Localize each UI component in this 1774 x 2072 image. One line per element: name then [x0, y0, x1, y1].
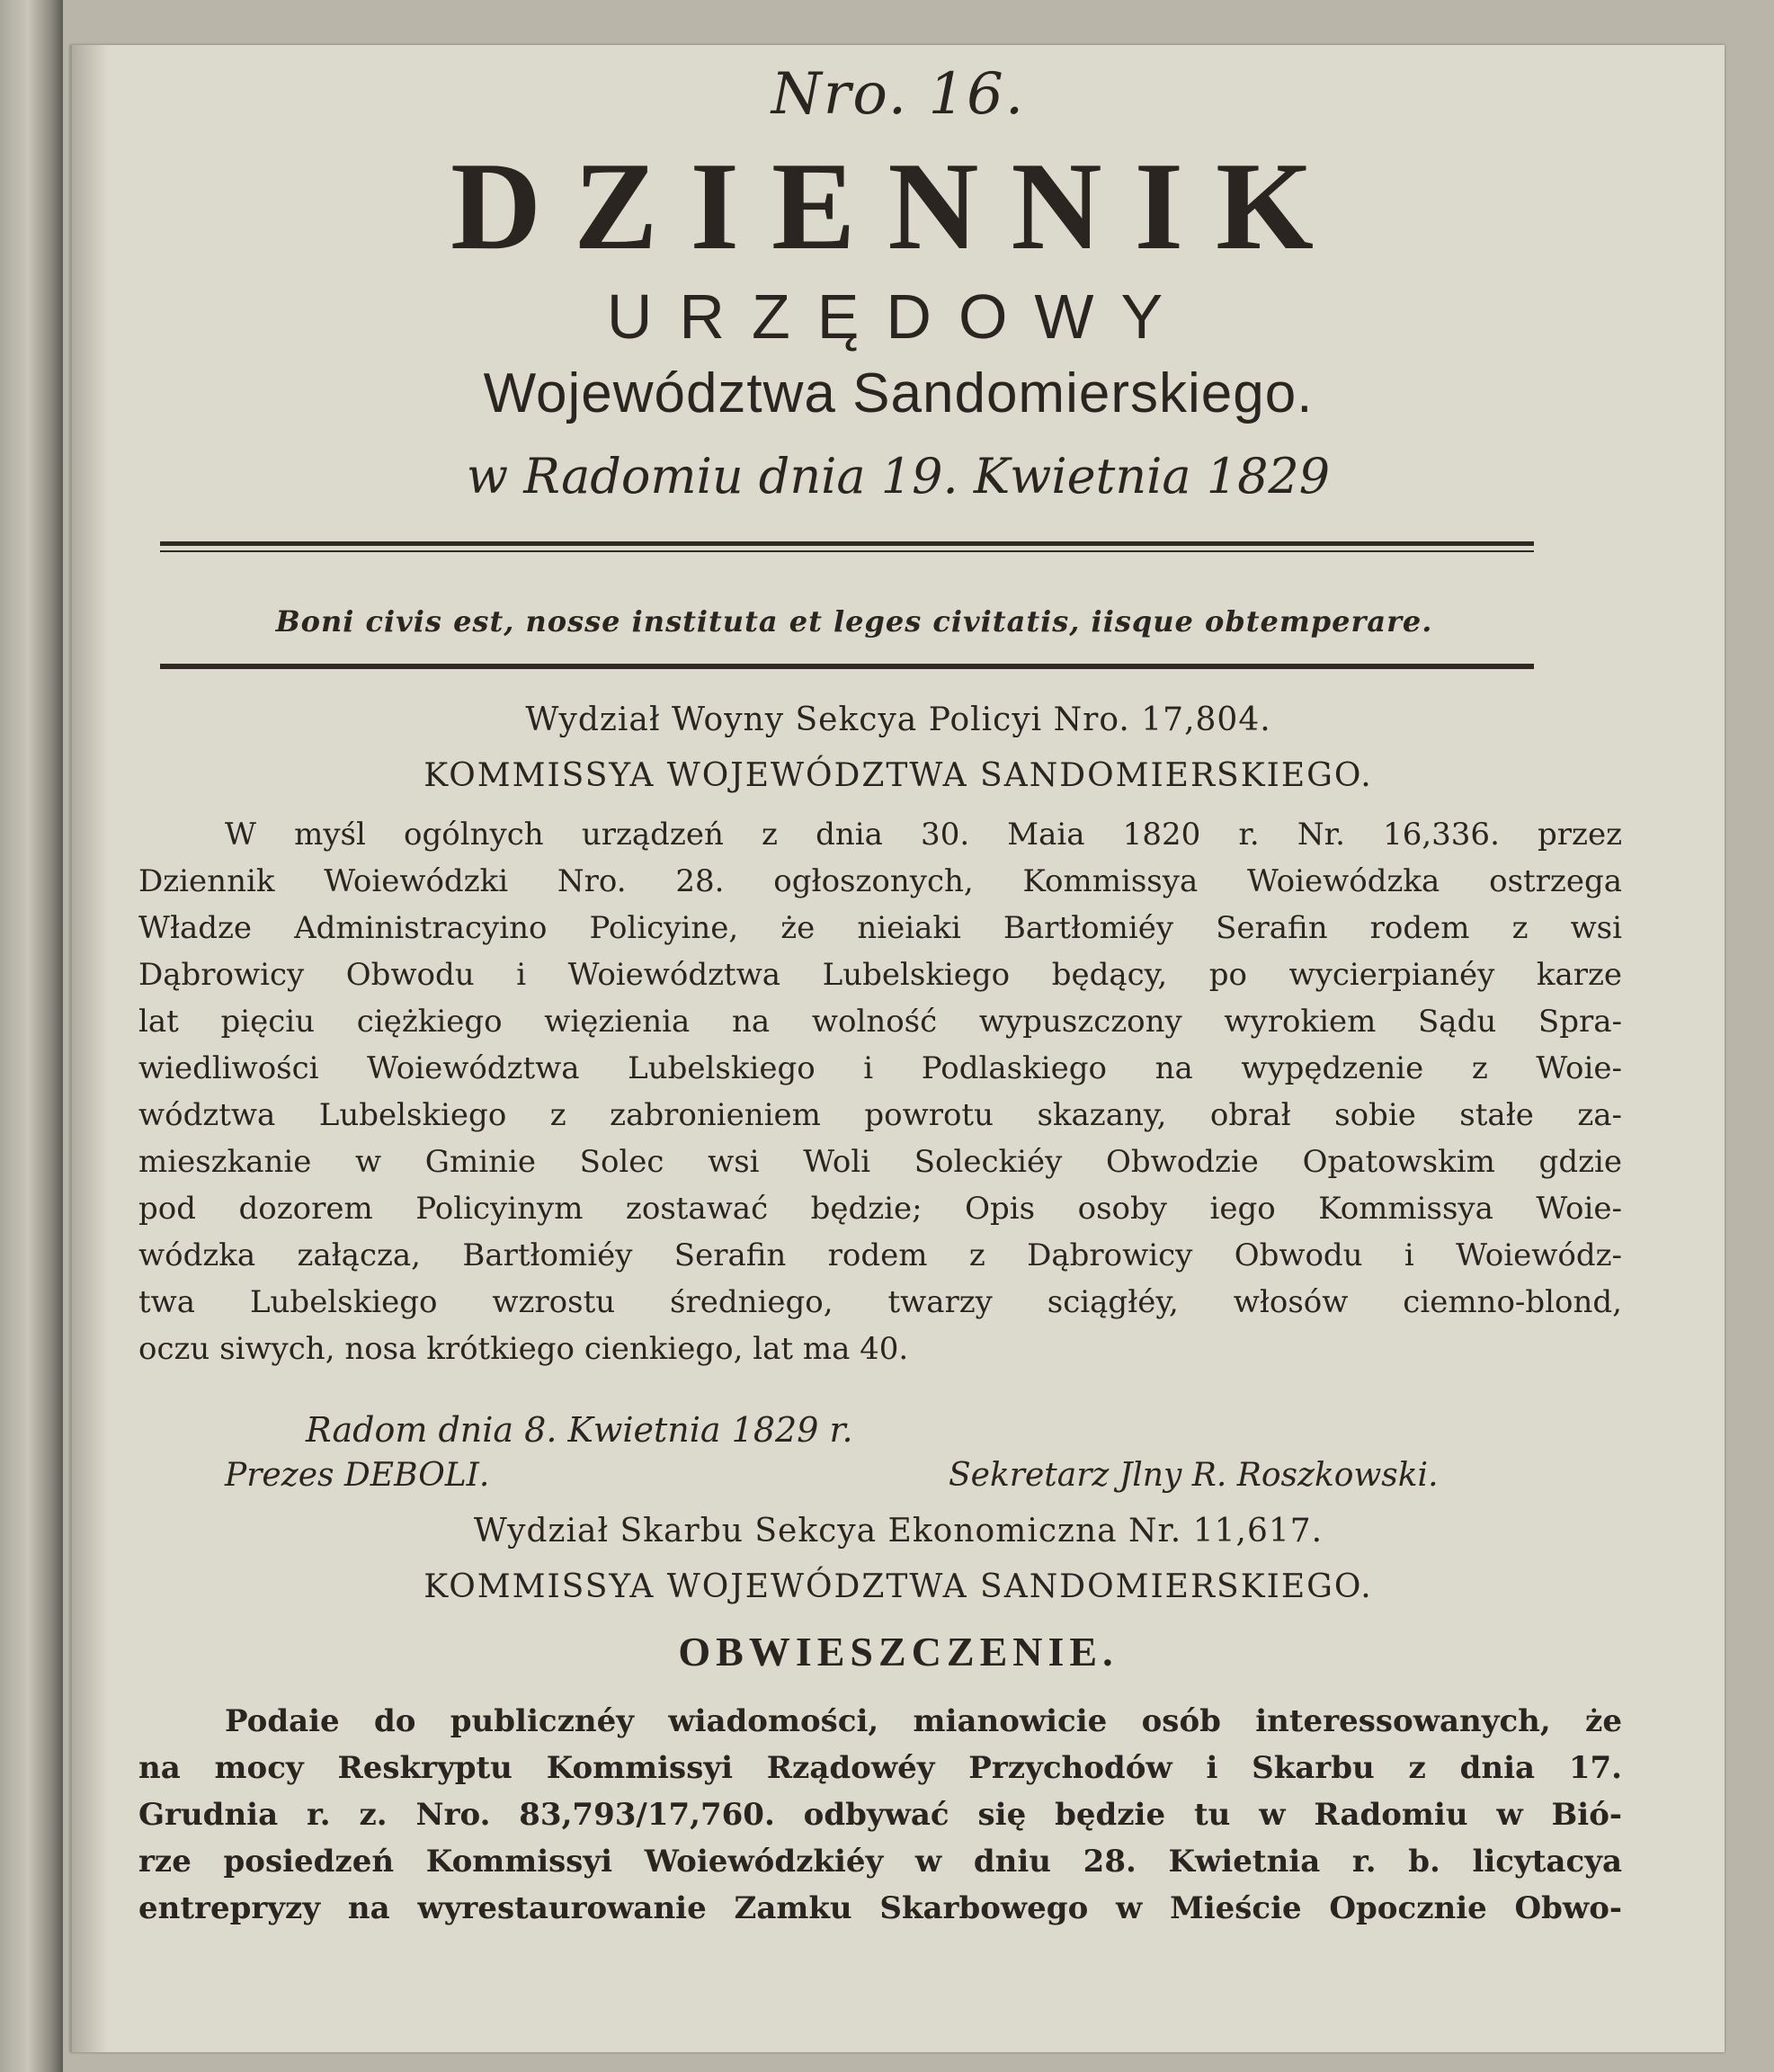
notice2-organization: KOMMISSYA WOJEWÓDZTWA SANDOMIERSKIEGO.	[423, 1568, 1373, 1605]
notice1-section: Wydział Woyny Sekcya Policyi Nro. 17,804.	[525, 701, 1271, 738]
body-line: entrepryzy na wyrestaurowanie Zamku Skarbowego w Mieście Opocznie Obwo-	[138, 1890, 1622, 1926]
body-line: Podaie do publicznéy wiadomości, mianowicie osób interessowanych, że	[225, 1703, 1622, 1739]
notice2-body	[138, 1698, 1622, 1932]
body-line: wództwa Lubelskiego z zabronieniem powrotu skazany, obrał sobie stałe za-	[138, 1097, 1622, 1133]
body-line: rze posiedzeń Kommissyi Woiewódzkiéy w dniu 28. Kwietnia r. b. licytacya	[138, 1844, 1622, 1880]
body-line: twa Lubelskiego wzrostu średniego, twarzy sciągłéy, włosów ciemno-blond,	[138, 1284, 1622, 1320]
motto: Boni civis est, nosse instituta et leges civitatis, iisque obtemperare.	[275, 604, 1433, 639]
body-line: wódzka załącza, Bartłomiéy Serafin rodem z Dąbrowicy Obwodu i Woiewódz-	[138, 1237, 1622, 1273]
issue-number: Nro. 16.	[771, 61, 1026, 128]
newspaper-page	[70, 45, 1725, 2052]
body-line: pod dozorem Policyinym zostawać będzie; Opis osoby iego Kommissya Woie-	[138, 1191, 1622, 1227]
body-line: Dziennik Woiewódzki Nro. 28. ogłoszonych, Kommissya Woiewódzka ostrzega	[138, 863, 1622, 899]
notice1-organization: KOMMISSYA WOJEWÓDZTWA SANDOMIERSKIEGO.	[423, 757, 1373, 794]
body-line: Dąbrowicy Obwodu i Woiewództwa Lubelskiego będący, po wycierpianéy karze	[138, 957, 1622, 993]
body-line: mieszkanie w Gminie Solec wsi Woli Soleckiéy Obwodzie Opatowskim gdzie	[138, 1144, 1622, 1180]
notice2-section: Wydział Skarbu Sekcya Ekonomiczna Nr. 11,617.	[473, 1513, 1324, 1550]
body-line: W myśl ogólnych urządzeń z dnia 30. Maia 1820 r. Nr. 16,336. przez	[225, 817, 1622, 853]
body-line: oczu siwych, nosa krótkiego cienkiego, lat ma 40.	[138, 1331, 909, 1367]
masthead-subtitle: URZĘDOWY	[606, 281, 1190, 352]
body-line: lat pięciu ciężkiego więzienia na wolność wypuszczony wyrokiem Sądu Spra-	[138, 1004, 1622, 1040]
masthead-voivodeship: Województwa Sandomierskiego.	[483, 362, 1314, 424]
body-line: Władze Administracyino Policyine, że nieiaki Bartłomiéy Serafin rodem z wsi	[138, 910, 1622, 946]
motto-bottom-rule	[160, 664, 1534, 669]
masthead-title: DZIENNIK	[450, 137, 1346, 276]
notice1-date: Radom dnia 8. Kwietnia 1829 r.	[306, 1410, 853, 1450]
body-line: Grudnia r. z. Nro. 83,793/17,760. odbywać się będzie tu w Radomiu w Bió-	[138, 1797, 1622, 1833]
notice2-heading: OBWIESZCZENIE.	[678, 1629, 1119, 1675]
notice1-body	[138, 811, 1622, 1372]
top-thin-rule	[160, 550, 1534, 552]
book-binding	[0, 0, 63, 2072]
body-line: wiedliwości Woiewództwa Lubelskiego i Podlaskiego na wypędzenie z Woie-	[138, 1050, 1622, 1086]
body-line: na mocy Reskryptu Kommissyi Rządowéy Przychodów i Skarbu z dnia 17.	[138, 1750, 1622, 1786]
top-double-rule	[160, 541, 1534, 546]
notice1-sekretarz: Sekretarz Jlny R. Roszkowski.	[949, 1457, 1439, 1494]
notice1-prezes: Prezes DEBOLI.	[225, 1457, 490, 1494]
place-and-date: w Radomiu dnia 19. Kwietnia 1829	[466, 448, 1331, 505]
